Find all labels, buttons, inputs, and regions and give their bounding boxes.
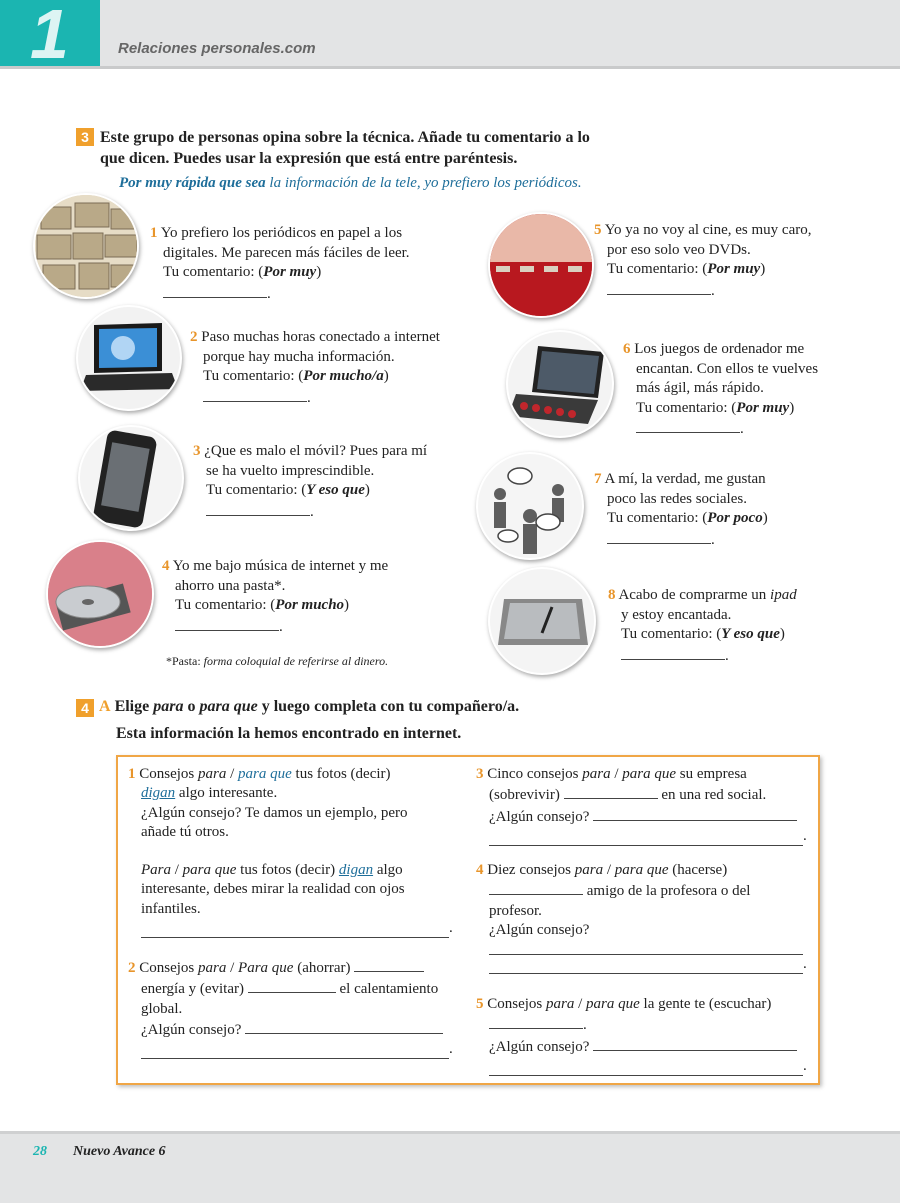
ex4-question-4: 4 Diez consejos para / para que (hacerse) amigo de la profesora o del profesor. ¿Algún consejo? . <box>476 861 811 974</box>
page-footer <box>0 1131 900 1203</box>
q-para-que: para que <box>586 996 640 1012</box>
q-text: tus fotos (decir) <box>236 862 339 879</box>
item-line: más ágil, más rápido. <box>636 380 764 396</box>
instr-text: Elige <box>114 698 154 715</box>
q-text: profesor. <box>489 902 542 919</box>
item-number: 3 <box>476 766 484 782</box>
mobile-phone-icon <box>80 427 182 529</box>
answer-blank[interactable] <box>564 784 658 799</box>
comment-label: Tu comentario: ( <box>175 597 276 613</box>
hint: Por muy <box>736 399 790 416</box>
item-line: porque hay mucha información. <box>203 348 395 365</box>
ex4-question-5: 5 Consejos para / para que la gente te (escuchar) . ¿Algún consejo? . <box>476 995 811 1076</box>
q-text: ¿Algún consejo? <box>489 1038 594 1055</box>
ipad-word: ipad <box>770 587 797 603</box>
q-text: interesante, debes mirar la realidad con ojos <box>141 881 405 898</box>
ex3-item-3: 3 ¿Que es malo el móvil? Pues para mí se ha vuelto imprescindible. Tu comentario: (Y eso que) . <box>193 443 428 520</box>
ex3-item-1: 1 Yo prefiero los periódicos en papel a los digitales. Me parecen más fáciles de leer. Tu comentario: (Por muy) . <box>150 225 410 302</box>
exercise-4-box <box>116 755 820 1085</box>
laptop-icon <box>78 307 180 409</box>
ex3-item-2: 2 Paso muchas horas conectado a internet porque hay mucha información. Tu comentario: (Por mucho/a) . <box>190 329 440 406</box>
item-line: se ha vuelto imprescindible. <box>206 462 375 479</box>
cd-player-image <box>46 540 154 648</box>
answer-line[interactable] <box>141 1044 449 1059</box>
answer-blank[interactable] <box>489 880 583 895</box>
q-text: algo interesante. <box>175 785 278 802</box>
item-number: 5 <box>594 222 602 238</box>
unit-title: Relaciones personales.com <box>118 40 316 57</box>
ex4-question-3: 3 Cinco consejos para / para que su empresa (sobrevivir) en una red social. ¿Algún consejo? . <box>476 765 811 846</box>
q-para: para <box>574 862 604 878</box>
q-text: algo <box>373 862 403 879</box>
answer-blank[interactable] <box>248 978 336 993</box>
item-line: Los juegos de ordenador me <box>634 341 805 357</box>
q-text: tus fotos (decir) <box>291 766 391 782</box>
newspapers-icon <box>35 195 137 297</box>
answer-line[interactable] <box>489 1061 803 1076</box>
q-para-que: para que <box>614 862 669 878</box>
answer-line[interactable] <box>489 831 803 846</box>
item-line: Acabo de comprarme un <box>618 587 771 603</box>
ex3-item-5: 5 Yo ya no voy al cine, es muy caro, por eso solo veo DVDs. Tu comentario: (Por muy) . <box>594 222 812 299</box>
exercise-3-instruction <box>100 127 590 169</box>
hint: Por muy <box>263 264 317 280</box>
unit-box <box>0 0 100 73</box>
hint: Por poco <box>707 510 763 526</box>
item-line: Yo ya no voy al cine, es muy caro, <box>604 222 812 238</box>
q-slash: / <box>226 960 239 976</box>
hint: Y eso que <box>306 482 365 498</box>
q-para: para <box>582 766 611 782</box>
q-text: ¿Algún consejo? Te damos un ejemplo, pero <box>141 804 408 821</box>
social-network-image <box>476 452 584 560</box>
example-bold: Por muy rápida que sea <box>119 175 266 191</box>
item-number: 4 <box>476 862 484 878</box>
q-text: ¿Algún consejo? <box>489 921 590 938</box>
item-number: 8 <box>608 587 616 603</box>
q-text: ¿Algún consejo? <box>489 808 594 825</box>
instr-para: para <box>153 698 184 715</box>
q-text: Consejos <box>139 766 199 782</box>
q-text: Consejos <box>139 960 199 976</box>
answer-blank[interactable] <box>354 957 424 972</box>
q-text: Cinco consejos <box>487 766 583 782</box>
item-line: ¿Que es malo el móvil? Pues para mí <box>204 443 428 459</box>
hint: Y eso que <box>721 626 780 642</box>
instruction-line-1: Este grupo de personas opina sobre la técnica. Añade tu comentario a lo <box>100 129 590 146</box>
instr-text: o <box>183 698 200 715</box>
book-title: Nuevo Avance 6 <box>73 1144 166 1159</box>
q-text: energía y (evitar) <box>141 981 248 998</box>
tablet-icon <box>490 569 594 673</box>
item-line: poco las redes sociales. <box>607 490 747 507</box>
answer-blank[interactable] <box>593 806 797 821</box>
answer-blank[interactable] <box>245 1019 443 1034</box>
q-para: Para <box>141 862 171 879</box>
item-line: Yo me bajo música de internet y me <box>172 558 389 574</box>
q-answer: digan <box>141 785 176 802</box>
q-para-que: para que <box>238 766 292 782</box>
instruction-line-2: que dicen. Puedes usar la expresión que está entre paréntesis. <box>100 150 518 167</box>
q-text: infantiles. <box>141 900 201 917</box>
item-number: 6 <box>623 341 631 357</box>
answer-line[interactable] <box>141 923 449 938</box>
tablet-image <box>488 567 596 675</box>
instr-para-que: para que <box>199 698 258 715</box>
answer-line[interactable] <box>489 959 803 974</box>
hint: Por muy <box>707 261 761 277</box>
item-line: y estoy encantada. <box>621 606 732 623</box>
q-text: añade tú otros. <box>141 823 229 840</box>
newspapers-image <box>33 193 139 299</box>
answer-blank[interactable] <box>607 529 711 544</box>
item-line: por eso solo veo DVDs. <box>607 241 751 258</box>
answer-line[interactable] <box>489 940 803 955</box>
item-number: 5 <box>476 996 484 1012</box>
answer-blank[interactable] <box>593 1036 797 1051</box>
instr-text: y luego completa con tu compañero/a. <box>257 698 520 715</box>
exercise-4-badge: 4 <box>76 699 94 717</box>
q-para: para <box>198 766 227 782</box>
answer-blank[interactable] <box>203 387 307 402</box>
q-para: para <box>198 960 227 976</box>
item-number: 3 <box>193 443 201 459</box>
q-slash: / <box>171 862 183 879</box>
item-number: 7 <box>594 471 602 487</box>
page-header <box>0 0 900 73</box>
item-line: encantan. Con ellos te vuelves <box>636 360 819 377</box>
part-letter: A <box>99 698 111 715</box>
footnote <box>166 654 388 669</box>
comment-label: Tu comentario: ( <box>607 261 708 277</box>
cinema-seats-image <box>488 212 594 318</box>
answer-blank[interactable] <box>206 501 310 516</box>
q-text: amigo de la profesora o del <box>583 883 751 900</box>
hint: Por mucho <box>275 597 345 613</box>
cinema-icon <box>490 214 592 316</box>
cd-icon <box>48 542 152 646</box>
ex3-item-4: 4 Yo me bajo música de internet y me ahorro una pasta*. Tu comentario: (Por mucho) . <box>162 558 389 635</box>
answer-blank[interactable] <box>636 418 740 433</box>
item-number: 2 <box>190 329 198 345</box>
answer-blank[interactable] <box>175 616 279 631</box>
exercise-3-badge: 3 <box>76 128 94 146</box>
item-number: 1 <box>150 225 158 241</box>
exercise-4-instruction <box>99 698 519 716</box>
ex3-item-8: 8 Acabo de comprarme un ipad y estoy encantada. Tu comentario: (Y eso que) . <box>608 587 797 664</box>
q-para-que: para que <box>622 766 677 782</box>
footnote-text: forma coloquial de referirse al dinero. <box>200 654 389 668</box>
q-text: ¿Algún consejo? <box>141 1021 246 1038</box>
exercise-4-subtitle: Esta información la hemos encontrado en internet. <box>116 725 462 742</box>
q-text: (ahorrar) <box>293 960 355 976</box>
item-number: 2 <box>128 960 136 976</box>
answer-blank[interactable] <box>607 280 711 295</box>
q-para-que: Para que <box>238 960 294 976</box>
answer-blank[interactable] <box>163 283 267 298</box>
comment-label: Tu comentario: ( <box>621 626 722 642</box>
laptop-chess-image <box>506 330 614 438</box>
exercise-3-example <box>119 175 582 192</box>
comment-label: Tu comentario: ( <box>206 482 307 498</box>
q-text: global. <box>141 1000 183 1017</box>
q-text: en una red social. <box>657 787 767 804</box>
comment-label: Tu comentario: ( <box>636 399 737 416</box>
chess-laptop-icon <box>508 332 612 436</box>
example-rest: la información de la tele, yo prefiero los periódicos. <box>265 175 582 191</box>
q-slash: / <box>574 996 587 1012</box>
q-slash: / <box>610 766 623 782</box>
q-slash: / <box>226 766 239 782</box>
comment-label: Tu comentario: ( <box>203 368 304 384</box>
q-text: la gente te (escuchar) <box>639 996 772 1012</box>
q-para: para <box>546 996 575 1012</box>
item-line: digitales. Me parecen más fáciles de leer. <box>163 244 410 261</box>
item-number: 1 <box>128 766 136 782</box>
q-text: su empresa <box>676 766 747 782</box>
ex3-item-7: 7 A mí, la verdad, me gustan poco las redes sociales. Tu comentario: (Por poco) . <box>594 471 768 548</box>
q-text: el calentamiento <box>335 981 439 998</box>
item-line: ahorro una pasta*. <box>175 577 286 594</box>
page-number: 28 <box>33 1144 47 1159</box>
answer-blank[interactable] <box>489 1014 583 1029</box>
comment-label: Tu comentario: ( <box>607 510 708 526</box>
item-line: A mí, la verdad, me gustan <box>604 471 766 487</box>
q-slash: / <box>603 862 615 878</box>
item-line: Paso muchas horas conectado a internet <box>201 329 440 345</box>
item-line: Yo prefiero los periódicos en papel a los <box>160 225 403 241</box>
q-text: Consejos <box>487 996 547 1012</box>
mobile-phone-image <box>78 425 184 531</box>
comment-label: Tu comentario: ( <box>163 264 264 280</box>
item-number: 4 <box>162 558 170 574</box>
hint: Por mucho/a <box>303 368 384 384</box>
q-para-que: para que <box>182 862 237 879</box>
ex3-item-6: 6 Los juegos de ordenador me encantan. Con ellos te vuelves más ágil, más rápido. Tu comentario: (Por muy) . <box>623 341 819 437</box>
q-text: Diez consejos <box>487 862 575 878</box>
unit-number: 1 <box>30 0 69 73</box>
ex4-question-2: 2 Consejos para / Para que (ahorrar) energía y (evitar) el calentamiento global. ¿Algún consejo? . <box>128 957 458 1059</box>
footnote-label: *Pasta: <box>166 654 201 668</box>
q-text: (sobrevivir) <box>489 787 564 804</box>
ex4-question-1: 1 Consejos para / para que tus fotos (decir) digan algo interesante. ¿Algún consejo? Te damos un ejemplo, pero añade tú otros. Para / para que tus fotos (decir) digan algo interesante, debes mirar la realidad con ojos infantiles. . <box>128 765 458 938</box>
social-network-icon <box>478 454 582 558</box>
laptop-image <box>76 305 182 411</box>
q-text: (hacerse) <box>668 862 728 878</box>
answer-blank[interactable] <box>621 645 725 660</box>
q-answer: digan <box>338 862 374 879</box>
